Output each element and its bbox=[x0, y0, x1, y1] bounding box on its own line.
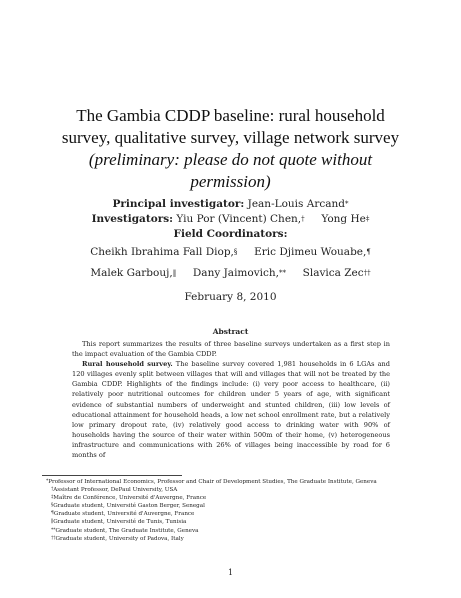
field-coordinator-2-mark: ¶ bbox=[366, 248, 371, 256]
pi-mark: * bbox=[345, 200, 349, 208]
field-coordinator-3: Malek Garbouj, bbox=[90, 267, 173, 279]
footnote: †Assistant Professor, DePaul University, USA bbox=[51, 487, 178, 494]
field-coordinator-1: Cheikh Ibrahima Fall Diop, bbox=[90, 246, 234, 258]
date: February 8, 2010 bbox=[184, 291, 277, 303]
page-number: 1 bbox=[227, 568, 234, 577]
title-line-4: permission) bbox=[190, 172, 271, 191]
field-coordinators-line-2 bbox=[40, 266, 421, 281]
investigator-1: Yiu Por (Vincent) Chen, bbox=[176, 213, 302, 225]
abstract-paragraph-2-text: The baseline survey covered 1,981 households in 6 LGAs and 120 villages evenly split between villages that will and villages that will not be treated by the Gambia CDDP. Highlights of the findings include: (i) very poor access to healthcare, (ii) relatively poor nutritional outcomes for children under 5 years of age, with significant evidence of substantial numbers of underweight and stunted children, (iii) low levels of educational attainment for household heads, a low net school enrollment rate, but a relatively low primary dropout rate, (iv) relatively good access to drinking water with 90% of households having the source of their water within 500m of their home, (v) heterogeneous infrastructure and communications with 26% of villages being inaccessible by road for 6 months of bbox=[72, 360, 390, 460]
field-coordinators-line-1 bbox=[40, 245, 421, 260]
investigator-2: Yong He bbox=[321, 213, 366, 225]
field-coordinators-heading bbox=[40, 227, 421, 242]
abstract-heading: Abstract bbox=[212, 327, 249, 336]
footnote: ††Graduate student, University of Padova, Italy bbox=[51, 535, 184, 542]
field-coordinator-3-mark: ‖ bbox=[172, 269, 177, 277]
author-block bbox=[40, 197, 421, 305]
footnote: *Professor of International Economics, Professor and Chair of Development Studies, The Graduate Institute, Geneva bbox=[46, 479, 377, 485]
abstract-paragraph-2 bbox=[72, 359, 390, 460]
field-coordinator-4-mark: ** bbox=[278, 269, 286, 277]
field-coordinator-5: Slavica Zec bbox=[302, 267, 364, 279]
pi-label: Principal investigator: bbox=[112, 198, 245, 210]
footnote: **Graduate student, The Graduate Institute, Geneva bbox=[51, 527, 199, 534]
footnote: ‖Graduate student, Université de Tunis, Tunisia bbox=[51, 519, 187, 526]
title-line-3: (preliminary: please do not quote without bbox=[88, 150, 373, 169]
field-coordinator-1-mark: § bbox=[233, 248, 238, 256]
abstract-body bbox=[72, 339, 390, 460]
paper-title bbox=[40, 105, 421, 193]
investigators-line bbox=[40, 212, 421, 227]
footnote: ¶Graduate student, Université d'Auvergne, France bbox=[51, 511, 195, 518]
pi-name: Jean-Louis Arcand bbox=[247, 198, 345, 210]
footnote: ‡Maître de Conférence, Université d'Auvergne, France bbox=[51, 495, 207, 502]
footnote: §Graduate student, Université Gaston Berger, Senegal bbox=[51, 503, 205, 510]
footnotes bbox=[46, 478, 421, 543]
field-coordinator-5-mark: †† bbox=[363, 269, 371, 277]
title-line-2: survey, qualitative survey, village network survey bbox=[61, 128, 400, 147]
footnote-rule bbox=[42, 475, 182, 476]
abstract-paragraph-2-lead: Rural household survey. bbox=[82, 360, 173, 369]
title-line-1: The Gambia CDDP baseline: rural household bbox=[76, 106, 385, 125]
investigator-2-mark: ‡ bbox=[365, 215, 370, 223]
abstract-paragraph-1: This report summarizes the results of three baseline surveys undertaken as a first step in the impact evaluation of the Gambia CDDP. bbox=[72, 340, 390, 359]
investigators-label: Investigators: bbox=[91, 213, 174, 225]
field-coordinator-2: Eric Djimeu Wouabe, bbox=[254, 246, 367, 258]
investigator-1-mark: † bbox=[301, 215, 305, 223]
principal-investigator-line bbox=[40, 197, 421, 212]
field-coordinator-4: Dany Jaimovich, bbox=[192, 267, 279, 279]
field-coordinators-label: Field Coordinators: bbox=[173, 228, 288, 240]
